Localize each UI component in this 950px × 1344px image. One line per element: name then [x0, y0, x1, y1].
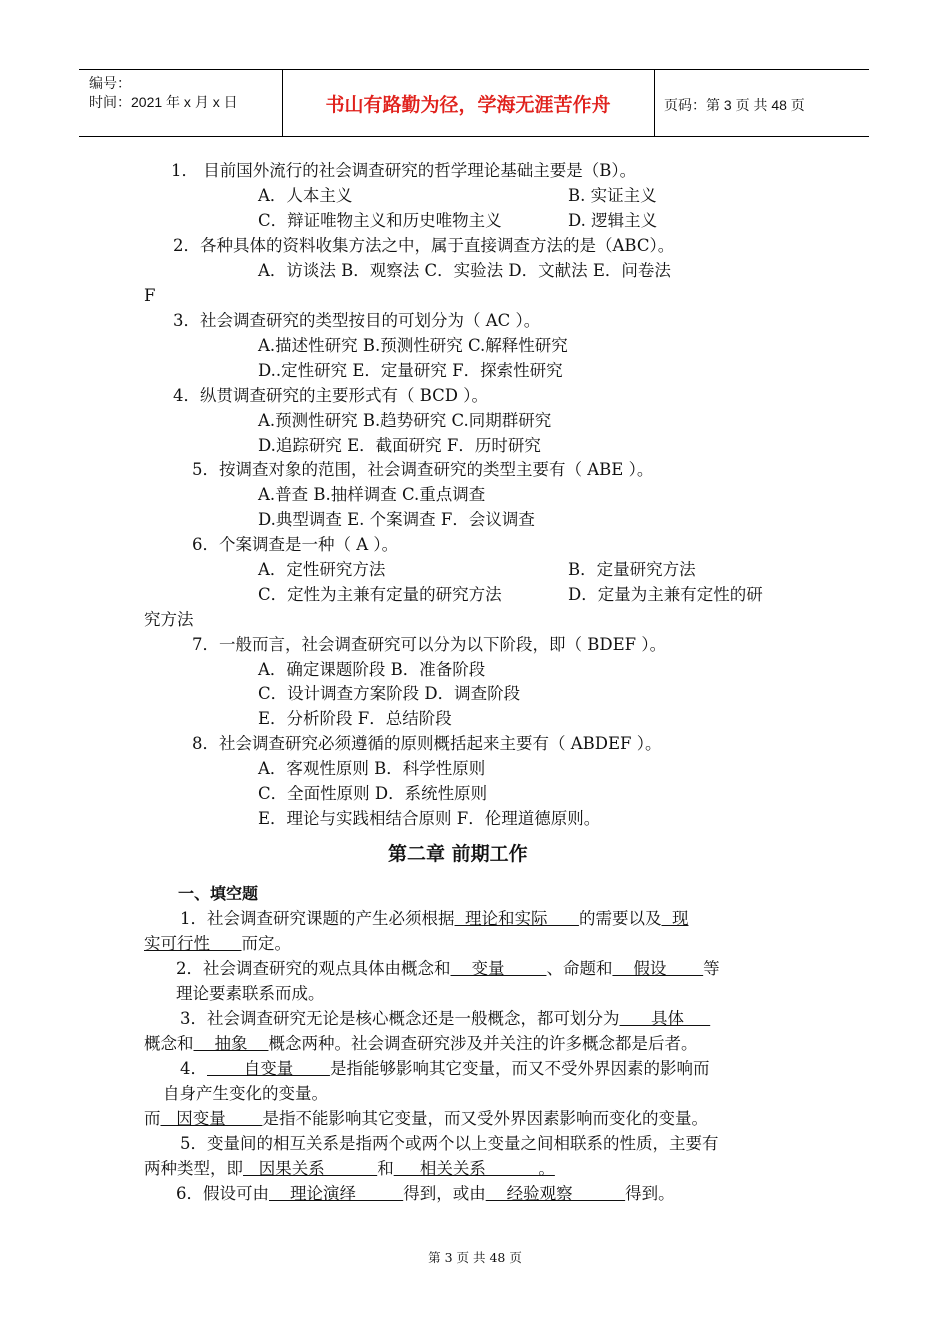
chapter-title: 第二章 前期工作: [388, 843, 528, 865]
q5-options-row2: D.典型调查 E. 个案调查 F．会议调查: [258, 510, 535, 529]
answer-blank: 现: [661, 909, 689, 928]
answer-blank: 理论和实际: [454, 909, 579, 928]
header-motto: 书山有路勤为径，学海无涯苦作舟: [325, 94, 611, 116]
q6-option-b: B．定量研究方法: [568, 560, 696, 579]
question-4: 4．纵贯调查研究的主要形式有（ BCD ）。: [173, 386, 489, 405]
q8-options-row2: C．全面性原则 D．系统性原则: [258, 784, 488, 803]
q7-options-row1: A．确定课题阶段 B．准备阶段: [258, 660, 486, 679]
question-1: 1． 目前国外流行的社会调查研究的哲学理论基础主要是（B）。: [171, 161, 637, 180]
answer-blank: 实可行性: [144, 934, 242, 953]
header-meta: [89, 74, 238, 112]
section-title: 一、填空题: [178, 884, 259, 903]
fill-item-5-cont: 两种类型，即 因果关系 和 相关关系 。: [144, 1159, 555, 1178]
q7-options-row3: E．分析阶段 F．总结阶段: [258, 709, 452, 728]
answer-blank: 理论演绎: [269, 1184, 404, 1203]
answer-blank: 假设: [612, 959, 704, 978]
fill-item-1-cont: 实可行性 而定。: [144, 934, 291, 953]
q2-options-wrap: F: [144, 286, 156, 305]
question-7: 7．一般而言，社会调查研究可以分为以下阶段，即（ BDEF ）。: [192, 635, 667, 654]
question-8: 8．社会调查研究必须遵循的原则概括起来主要有（ ABDEF ）。: [192, 734, 662, 753]
question-5: 5．按调查对象的范围，社会调查研究的类型主要有（ ABE ）。: [192, 460, 654, 479]
q1-option-b: B. 实证主义: [568, 186, 657, 205]
question-2: 2．各种具体的资料收集方法之中，属于直接调查方法的是（ABC）。: [173, 236, 675, 255]
q7-options-row2: C．设计调查方案阶段 D．调查阶段: [258, 684, 521, 703]
q6-option-c: C．定性为主兼有定量的研究方法: [258, 585, 502, 604]
q3-options-row1: A.描述性研究 B.预测性研究 C.解释性研究: [258, 336, 568, 355]
q4-options-row1: A.预测性研究 B.趋势研究 C.同期群研究: [258, 411, 552, 430]
header-page-label: 页码：第 3 页 共 48 页: [664, 97, 805, 113]
fill-item-1: 1．社会调查研究课题的产生必须根据 理论和实际 的需要以及 现: [180, 909, 689, 928]
q1-option-c: C．辩证唯物主义和历史唯物主义: [258, 211, 502, 230]
fill-item-3: 3．社会调查研究无论是核心概念还是一般概念，都可划分为 具体: [180, 1009, 711, 1028]
page-header: [79, 69, 869, 137]
answer-blank: 因变量: [160, 1109, 263, 1128]
q8-options-row1: A．客观性原则 B．科学性原则: [258, 759, 486, 778]
q5-options-row1: A.普查 B.抽样调查 C.重点调查: [258, 485, 486, 504]
fill-item-2-cont: 理论要素联系而成。: [176, 984, 325, 1003]
question-3: 3．社会调查研究的类型按目的可划分为（ AC ）。: [173, 311, 541, 330]
q2-options: A．访谈法 B．观察法 C．实验法 D．文献法 E．问卷法: [258, 261, 671, 280]
fill-item-4-cont2: 而 因变量 是指不能影响其它变量，而又受外界因素影响而变化的变量。: [144, 1109, 708, 1128]
answer-blank: 自变量: [207, 1059, 330, 1078]
fill-item-6: 6．假设可由 理论演绎 得到，或由 经验观察 得到。: [176, 1184, 675, 1203]
number-label: 编号：: [89, 75, 131, 91]
answer-blank: 变量: [450, 959, 547, 978]
fill-item-2: 2．社会调查研究的观点具体由概念和 变量 、命题和 假设 等: [176, 959, 720, 978]
time-label: 时间：2021 年 x 月 x 日: [89, 94, 238, 110]
fill-item-4-cont: 自身产生变化的变量。: [163, 1084, 328, 1103]
fill-item-3-cont: 概念和 抽象 概念两种。社会调查研究涉及并关注的许多概念都是后者。: [144, 1034, 698, 1053]
answer-blank: 相关关系 。: [393, 1159, 555, 1178]
q1-option-a: A．人本主义: [258, 186, 353, 205]
q4-options-row2: D.追踪研究 E．截面研究 F．历时研究: [258, 436, 541, 455]
q1-option-d: D. 逻辑主义: [568, 211, 658, 230]
answer-blank: 因果关系: [243, 1159, 378, 1178]
q3-options-row2: D..定性研究 E．定量研究 F．探索性研究: [258, 361, 563, 380]
answer-blank: 具体: [619, 1009, 711, 1028]
q8-options-row3: E．理论与实践相结合原则 F．伦理道德原则。: [258, 809, 601, 828]
answer-blank: 抽象: [193, 1034, 269, 1053]
header-divider: [654, 70, 655, 136]
page-footer: 第 3 页 共 48 页: [428, 1250, 522, 1265]
q6-option-a: A．定性研究方法: [258, 560, 386, 579]
answer-blank: 经验观察: [485, 1184, 626, 1203]
fill-item-5: 5．变量间的相互关系是指两个或两个以上变量之间相联系的性质，主要有: [180, 1134, 719, 1153]
question-6: 6．个案调查是一种（ A ）。: [192, 535, 399, 554]
q6-option-d: D．定量为主兼有定性的研: [568, 585, 763, 604]
fill-item-4: 4． 自变量 是指能够影响其它变量，而又不受外界因素的影响而: [180, 1059, 710, 1078]
q6-option-d-wrap: 究方法: [144, 610, 194, 629]
